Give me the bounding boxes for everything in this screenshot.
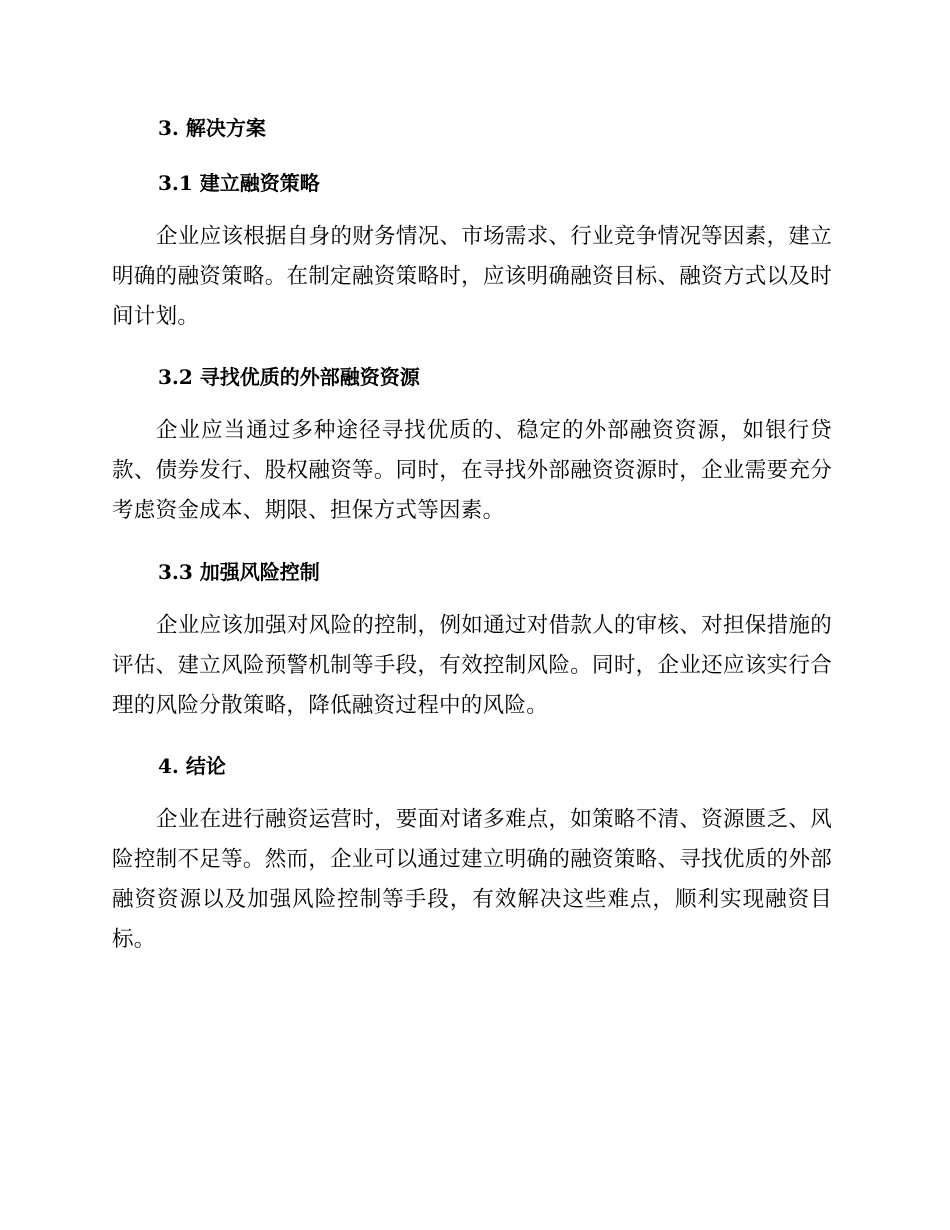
section-3-1-heading: 3.1 建立融资策略 (158, 171, 320, 195)
section-3-3-paragraph: 企业应该加强对风险的控制，例如通过对借款人的审核、对担保措施的评估、建立风险预警机制等手段，有效控制风险。同时，企业还应该实行合理的风险分散策略，降低融资过程中的风险。 (112, 613, 832, 718)
section-4-heading: 4. 结论 (158, 754, 226, 778)
section-3-2-heading: 3.2 寻找优质的外部融资资源 (158, 365, 420, 389)
section-3-2-paragraph: 企业应当通过多种途径寻找优质的、稳定的外部融资资源，如银行贷款、债券发行、股权融资等。同时，在寻找外部融资资源时，企业需要充分考虑资金成本、期限、担保方式等因素。 (112, 418, 832, 523)
section-3-3-heading: 3.3 加强风险控制 (158, 560, 320, 584)
section-3-heading: 3. 解决方案 (158, 116, 266, 140)
section-3-1-paragraph: 企业应该根据自身的财务情况、市场需求、行业竞争情况等因素，建立明确的融资策略。在制定融资策略时，应该明确融资目标、融资方式以及时间计划。 (112, 224, 832, 329)
section-4-paragraph: 企业在进行融资运营时，要面对诸多难点，如策略不清、资源匮乏、风险控制不足等。然而，企业可以通过建立明确的融资策略、寻找优质的外部融资资源以及加强风险控制等手段，有效解决这些难点，顺利实现融资目标。 (112, 807, 832, 952)
